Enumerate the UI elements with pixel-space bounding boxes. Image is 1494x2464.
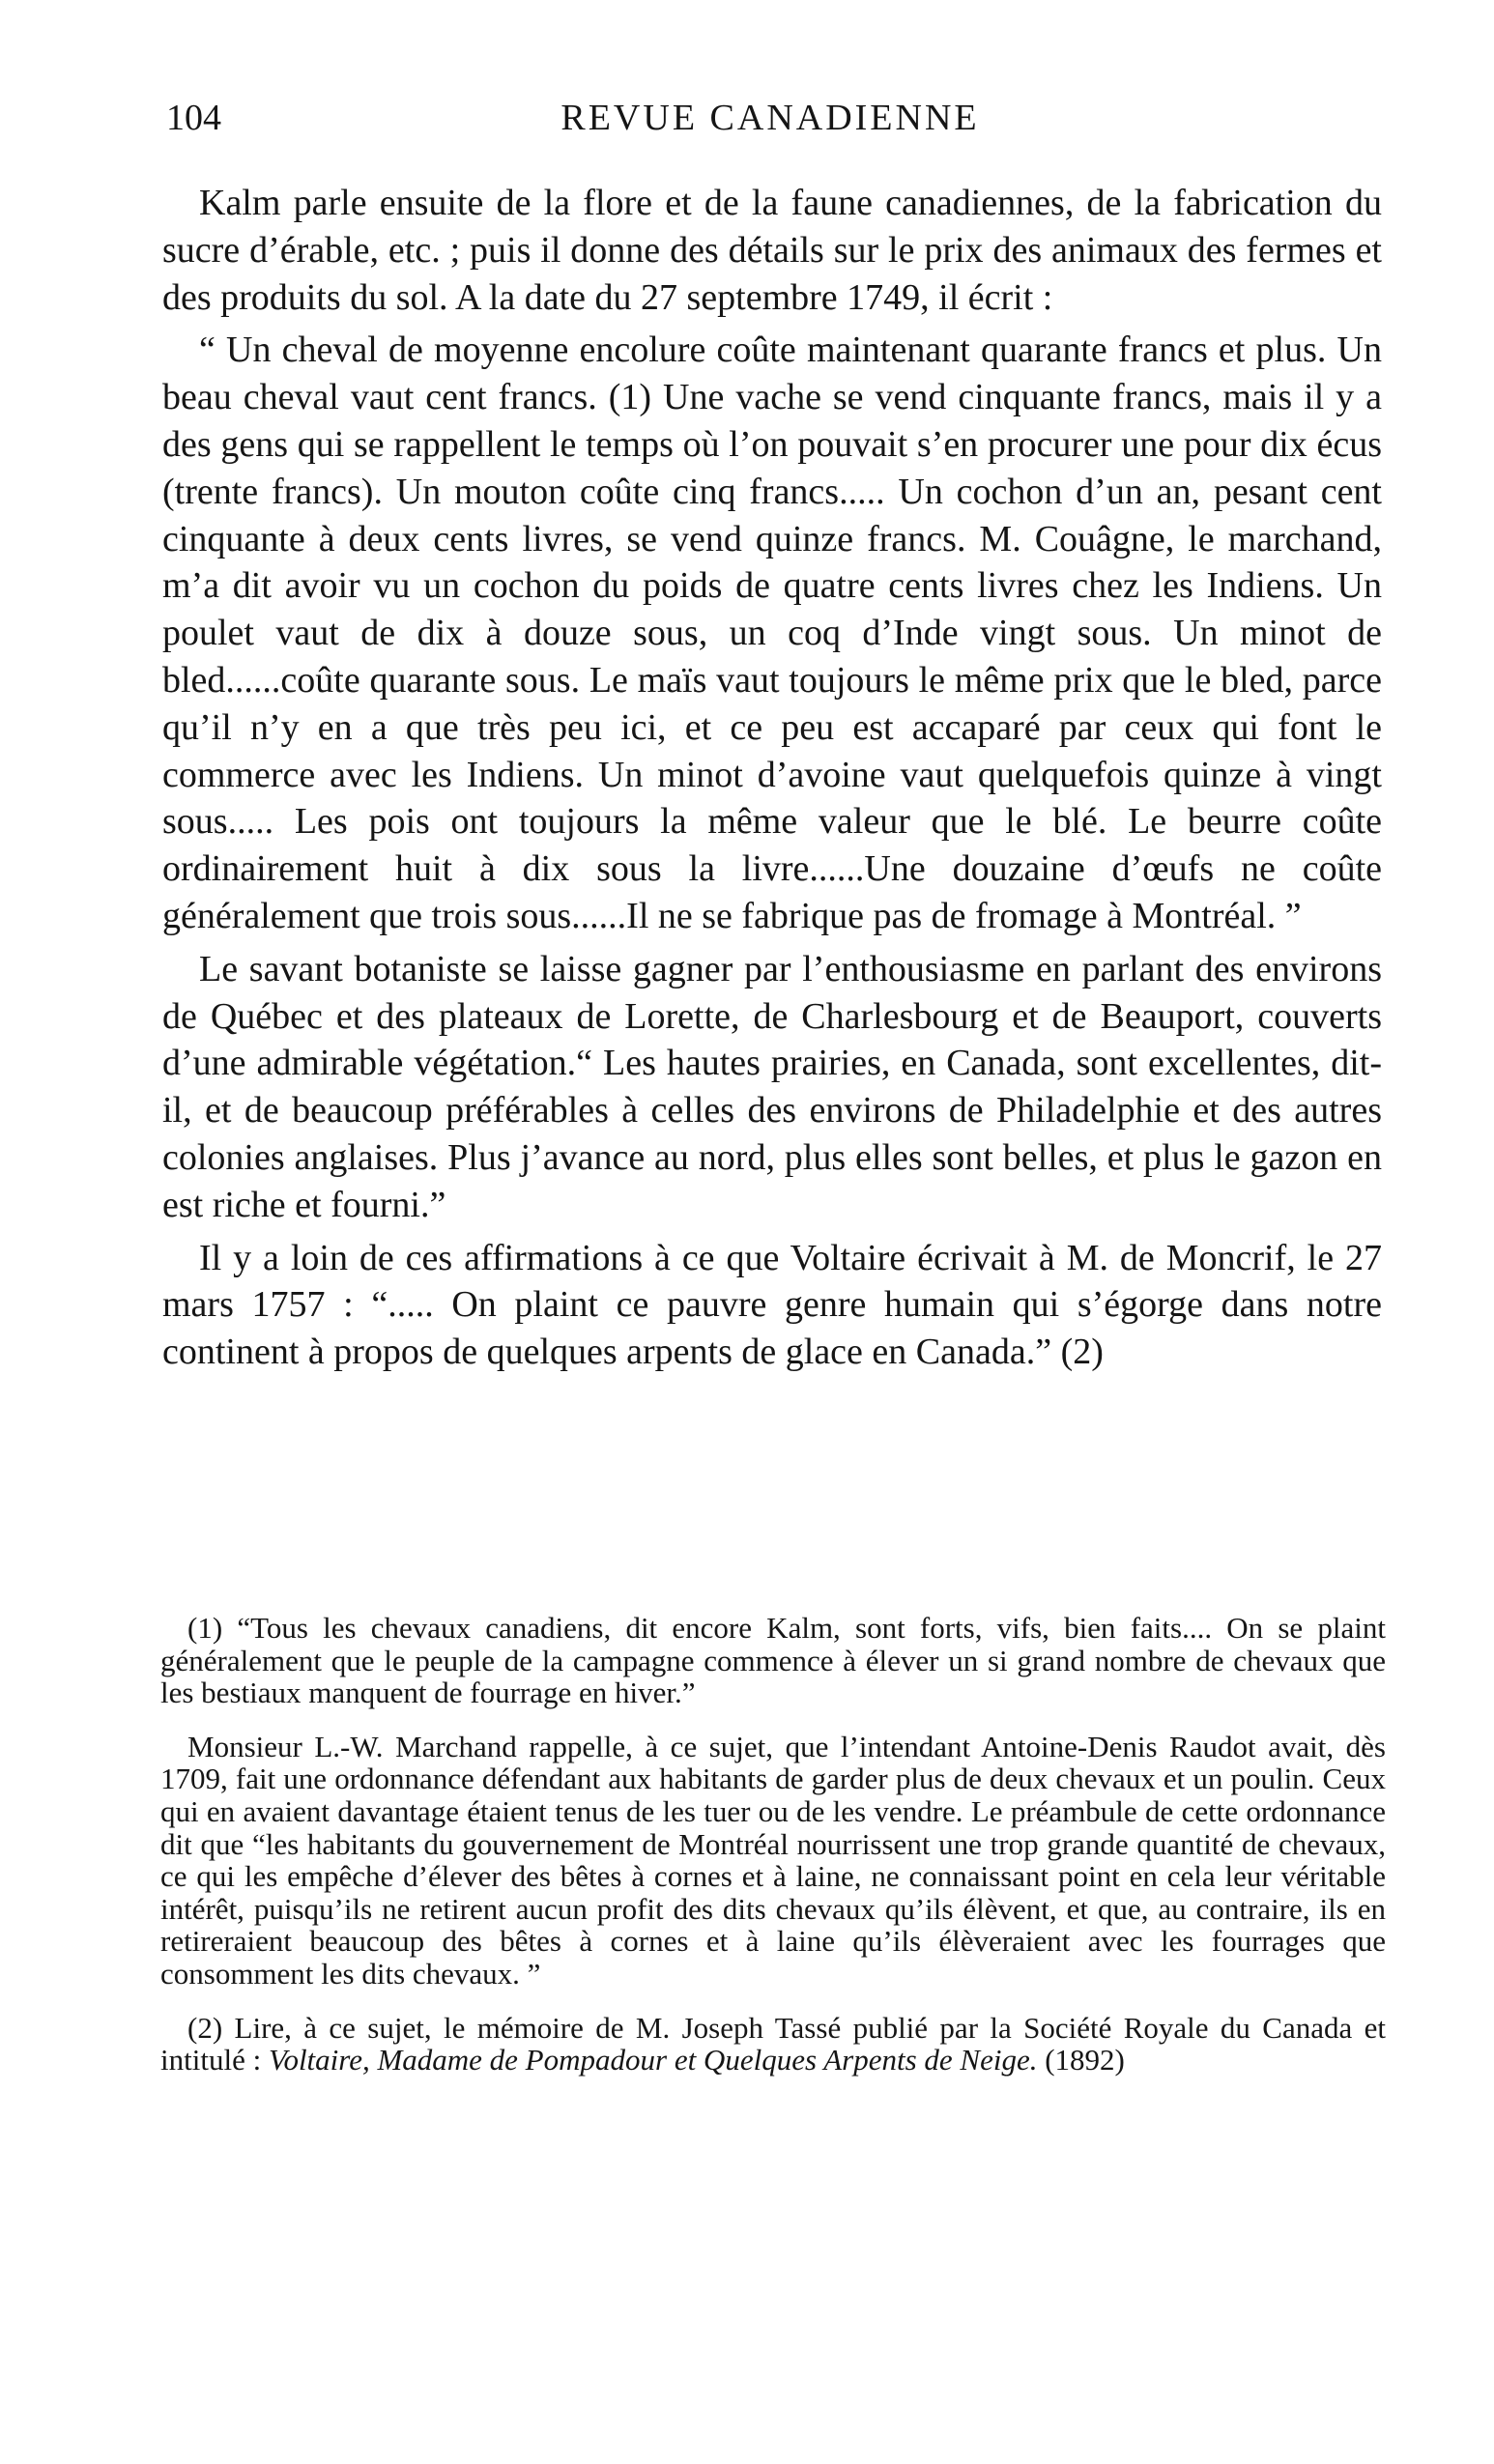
footnote-2-year: (1892): [1045, 2043, 1125, 2077]
page-header: [166, 97, 1374, 155]
paragraph-kalm-prices-quote: “ Un cheval de moyenne encolure coûte maintenant quarante francs et plus. Un beau cheval vaut cent francs. (1) Une vache se vend cinquante francs, mais il y a des gens qui se rappellent le temps où l’on pouvait s’en procurer une pour dix écus (trente francs). Un mouton coûte cinq francs..... Un cochon d’un an, pesant cent cinquante à deux cents livres, se vend quinze francs. M. Couâgne, le marchand, m’a dit avoir vu un cochon du poids de quatre cents livres chez les Indiens. Un poulet vaut de dix à douze sous, un coq d’Inde vingt sous. Un minot de bled......coûte quarante sous. Le maïs vaut toujours le même prix que le bled, parce qu’il n’y en a que très peu ici, et ce peu est accaparé par ceux qui font le commerce avec les Indiens. Un minot d’avoine vaut quelquefois quinze à vingt sous..... Les pois ont toujours la même valeur que le blé. Le beurre coûte ordinairement huit à dix sous la livre......Une douzaine d’œufs ne coûte généralement que trois sous......Il ne se fabrique pas de fromage à Montréal. ”: [162, 329, 1382, 936]
paragraph-kalm-intro: Kalm parle ensuite de la flore et de la faune canadiennes, de la fabrication du sucre d’érable, etc. ; puis il donne des détails sur le prix des animaux des fermes et des produits du sol. A la date du 27 septembre 1749, il écrit :: [162, 183, 1382, 318]
footnote-2: [160, 2012, 1386, 2077]
footnote-2-title: Voltaire, Madame de Pompadour et Quelques Arpents de Neige.: [268, 2043, 1038, 2077]
paragraph-botanist: Le savant botaniste se laisse gagner par l’enthousiasme en parlant des environs de Québec et des plateaux de Lorette, de Charlesbourg et de Beauport, couverts d’une admirable végétation.“ Les hautes prairies, en Canada, sont excellentes, dit-il, et de beaucoup préférables à celles des environs de Philadelphie et des autres colonies anglaises. Plus j’avance au nord, plus elles sont belles, et plus le gazon en est riche et fourni.”: [162, 948, 1382, 1225]
main-text: [162, 180, 1382, 1382]
paragraph-voltaire: Il y a loin de ces affirmations à ce que Voltaire écrivait à M. de Moncrif, le 27 mars 1757 : “..... On plaint ce pauvre genre humain qui s’égorge dans notre continent à propos de quelques arpents de glace en Canada.” (2): [162, 1237, 1382, 1373]
running-head: REVUE CANADIENNE: [560, 98, 980, 138]
page-number: 104: [166, 98, 221, 138]
footnote-1-continued: Monsieur L.-W. Marchand rappelle, à ce sujet, que l’intendant Antoine-Denis Raudot avait, dès 1709, fait une ordonnance défendant aux habitants de garder plus de deux chevaux et un poulin. Ceux qui en avaient davantage étaient tenus de les tuer ou de les vendre. Le préambule de cette ordonnance dit que “les habitants du gouvernement de Montréal nourrissent une trop grande quantité de chevaux, ce qui les empêche d’élever des bêtes à cornes et à laine, ne connaissant point en cela leur véritable intérêt, puisqu’ils ne retirent aucun profit des dits chevaux qu’ils élèvent, et que, au contraire, ils en retireraient beaucoup des bêtes à cornes et à laine qu’ils élèveraient avec les fourrages que consomment les dits chevaux. ”: [160, 1729, 1386, 1991]
footnotes: [160, 1612, 1386, 2098]
footnote-1: (1) “Tous les chevaux canadiens, dit encore Kalm, sont forts, vifs, bien faits.... On se plaint généralement que le peuple de la campagne commence à élever un si grand nombre de chevaux que les bestiaux manquent de fourrage en hiver.”: [160, 1611, 1386, 1710]
footnote-2-text: (2) Lire, à ce sujet, le mémoire de M. Joseph Tassé publié par la Société Royale du Canada et intitulé :: [160, 2010, 1386, 2077]
